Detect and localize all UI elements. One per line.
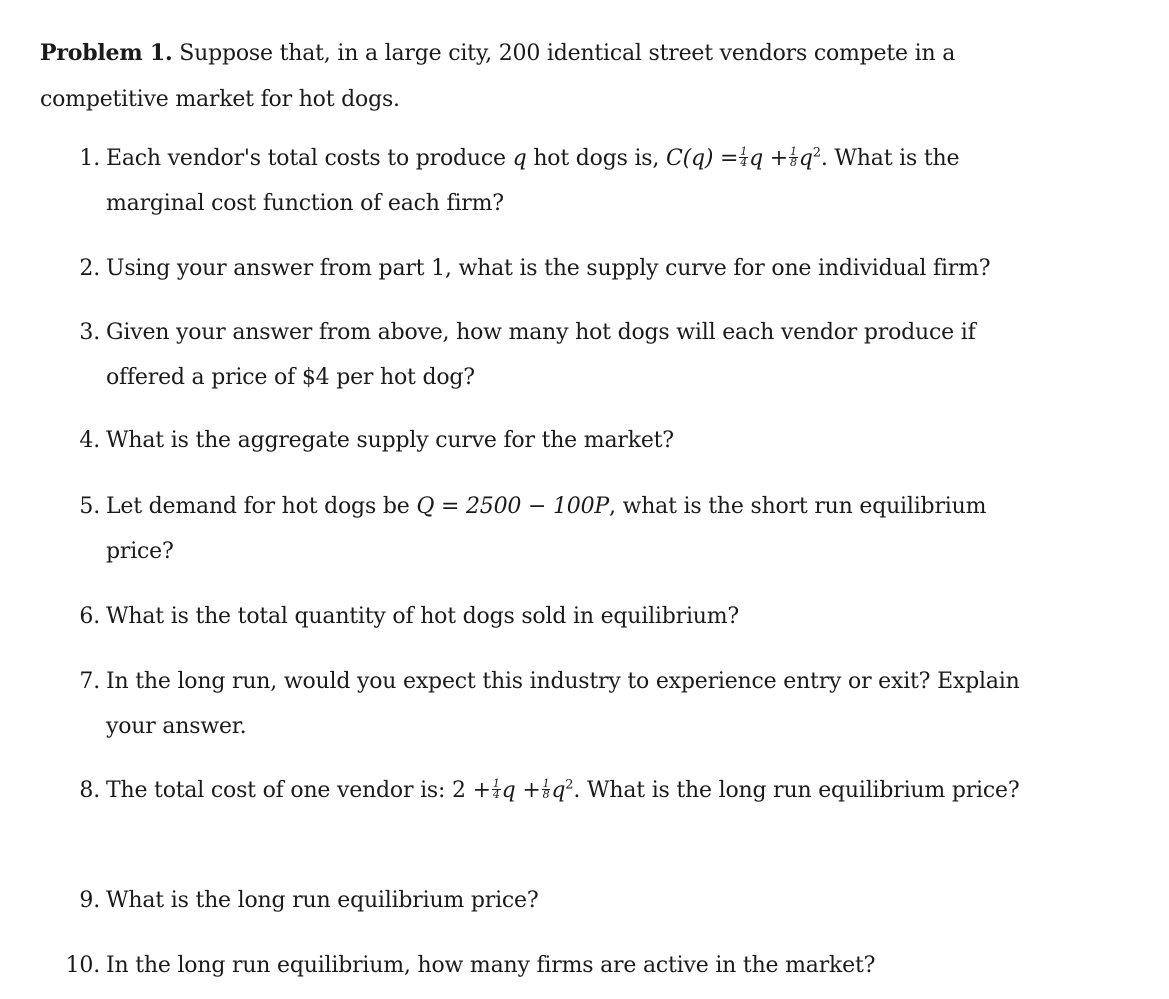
question-number: 10.	[65, 953, 100, 978]
question-number: 9.	[79, 888, 100, 913]
question-text: What is the aggregate supply curve for the market?	[106, 428, 674, 453]
demand-formula: Q = 2500 − 100P	[416, 494, 609, 519]
total-cost-formula: 2 + $\frac{1}{4}$ q + $\frac{1}{8}$ $q^2$	[452, 776, 574, 803]
question-number: 6.	[79, 604, 100, 629]
question-number: 5.	[79, 494, 100, 519]
fraction: $\frac{1}{8}$	[542, 776, 550, 801]
question-text: In the long run, would you expect this industry to experience entry or exit? Explain your answer.	[106, 669, 1020, 739]
question-number: 8.	[79, 778, 100, 803]
question-text: What is the total quantity of hot dogs sold in equilibrium?	[106, 604, 740, 629]
question-number: 3.	[79, 320, 100, 345]
question-text: Using your answer from part 1, what is the supply curve for one individual firm?	[106, 256, 991, 281]
question-text: Each vendor's total costs to produce q hot dogs is, C(q) = $\frac{1}{4}$ q + $\frac{1}{8}$ $q^2$. What is the marginal cost function of each firm?	[106, 144, 960, 216]
question-number: 4.	[79, 428, 100, 453]
problem-intro	[40, 30, 1040, 123]
question-text: The total cost of one vendor is: 2 + $\frac{1}{4}$ q + $\frac{1}{8}$ $q^2$. What is the long run equilibrium price?	[106, 776, 1020, 803]
question-text: Given your answer from above, how many hot dogs will each vendor produce if offered a price of $4 per hot dog?	[106, 320, 976, 390]
question-number: 1.	[79, 146, 100, 171]
fraction: $\frac{1}{8}$	[790, 144, 797, 169]
problem-intro-text: Suppose that, in a large city, 200 identical street vendors compete in a competitive market for hot dogs.	[40, 41, 956, 112]
question-text: Let demand for hot dogs be Q = 2500 − 100P, what is the short run equilibrium price?	[106, 494, 987, 564]
question-number: 2.	[79, 256, 100, 281]
cost-formula: C(q) = $\frac{1}{4}$ q + $\frac{1}{8}$ $q^2$	[665, 144, 821, 171]
question-text: What is the long run equilibrium price?	[106, 888, 539, 913]
question-number: 7.	[79, 669, 100, 694]
problem-heading: Problem 1.	[40, 40, 173, 66]
question-text: In the long run equilibrium, how many firms are active in the market?	[106, 953, 876, 978]
fraction: $\frac{1}{4}$	[740, 144, 748, 169]
fraction: $\frac{1}{4}$	[492, 776, 500, 801]
